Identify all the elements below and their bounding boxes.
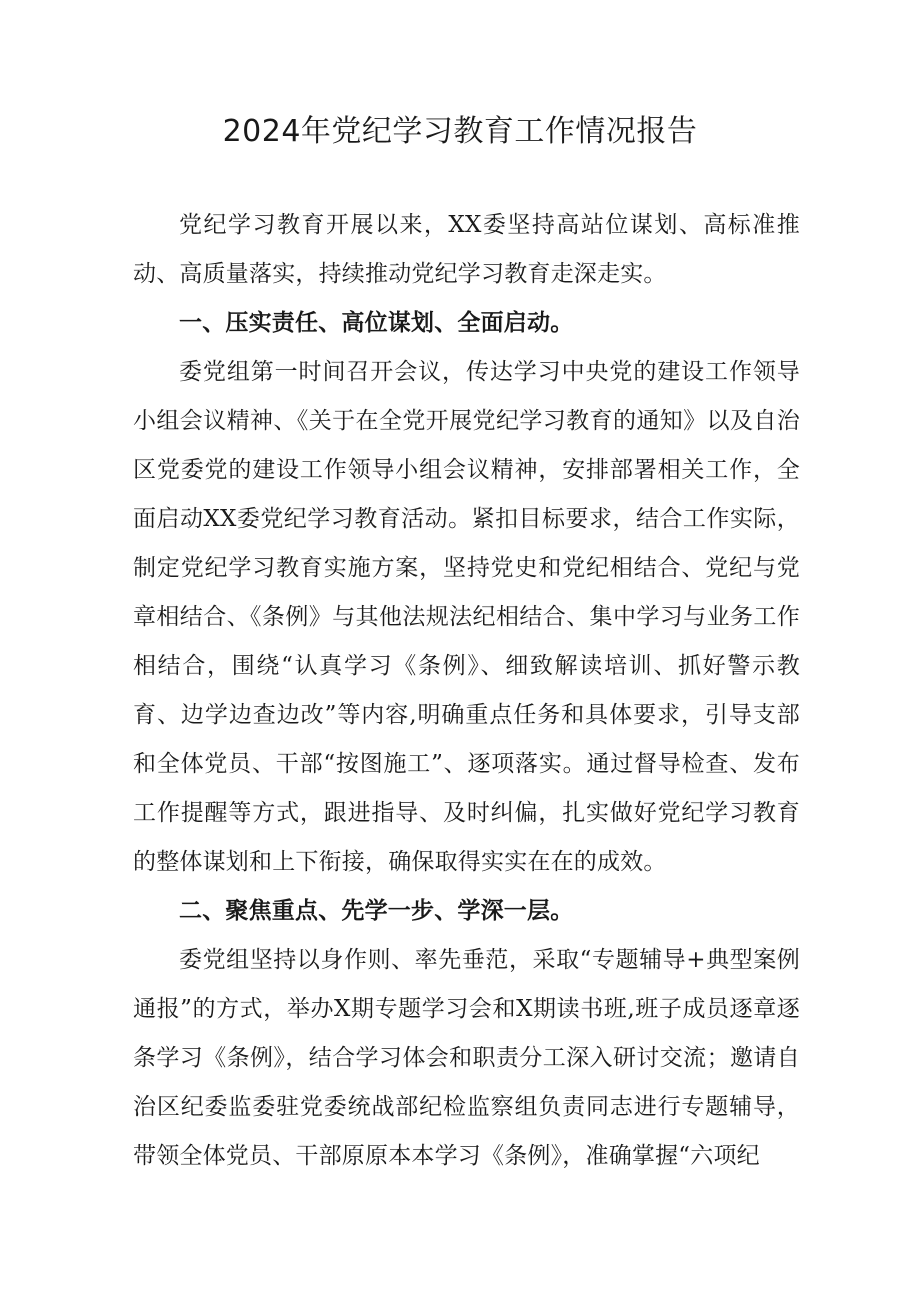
document-body — [133, 201, 800, 1181]
paragraph-section-1: 委党组第一时间召开会议，传达学习中央党的建设工作领导小组会议精神、《关于在全党开展党纪学习教育的通知》以及自治区党委党的建设工作领导小组会议精神，安排部署相关工作，全面启动XX委党纪学习教育活动。紧扣目标要求，结合工作实际，制定党纪学习教育实施方案，坚持党史和党纪相结合、党纪与党章相结合、《条例》与其他法规法纪相结合、集中学习与业务工作相结合，围绕“认真学习《条例》、细致解读培训、抓好警示教育、边学边查边改”等内容,明确重点任务和具体要求，引导支部和全体党员、干部“按图施工”、逐项落实。通过督导检查、发布工作提醒等方式，跟进指导、及时纠偏，扎实做好党纪学习教育的整体谋划和上下衔接，确保取得实实在在的成效。 — [133, 359, 800, 875]
paragraph-intro: 党纪学习教育开展以来，XX委坚持高站位谋划、高标准推动、高质量落实，持续推动党纪学习教育走深走实。 — [133, 212, 800, 287]
paragraph-section-2: 委党组坚持以身作则、率先垂范，采取“专题辅导+典型案例通报”的方式，举办X期专题学习会和X期读书班,班子成员逐章逐条学习《条例》，结合学习体会和职责分工深入研讨交流；邀请自治区纪委监委驻党委统战部纪检监察组负责同志进行专题辅导，带领全体党员、干部原原本本学习《条例》，准确掌握“六项纪 — [133, 947, 800, 1169]
document-title: 2024年党纪学习教育工作情况报告 — [222, 114, 698, 149]
section-heading-1: 一、压实责任、高位谋划、全面启动。 — [179, 310, 574, 336]
section-heading-2: 二、聚焦重点、先学一步、学深一层。 — [179, 898, 574, 924]
